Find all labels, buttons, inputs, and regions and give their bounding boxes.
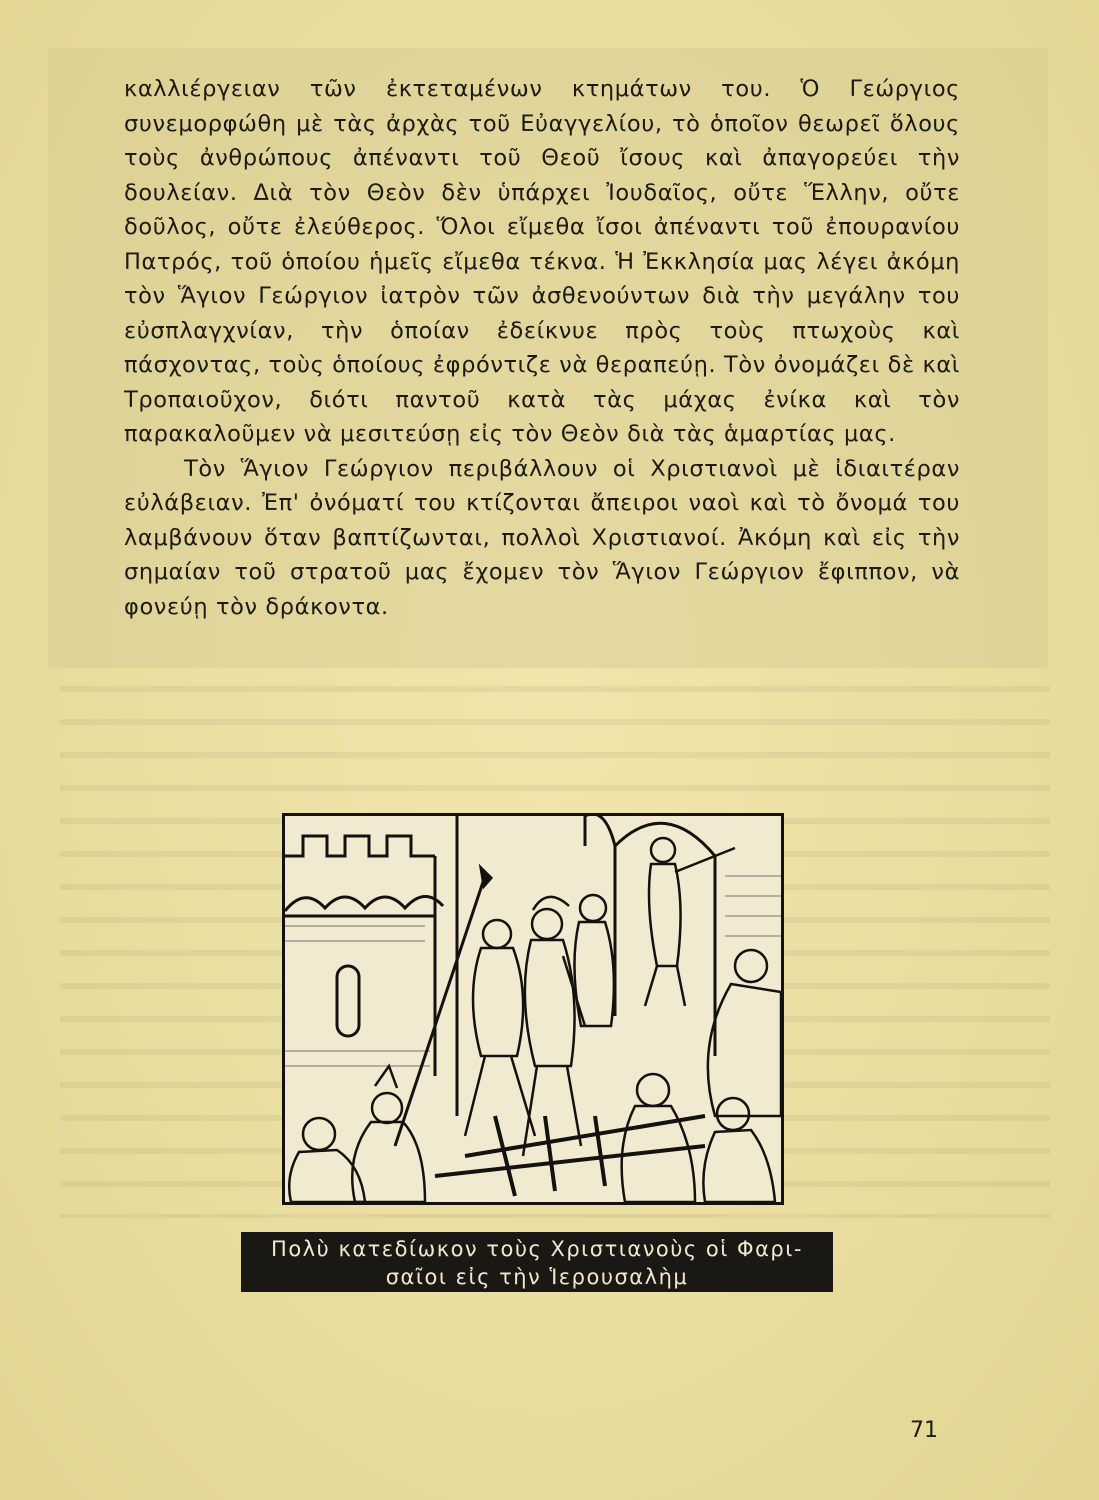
body-text <box>124 72 960 624</box>
illustration-caption <box>241 1232 833 1292</box>
caption-line-2: σαῖοι εἰς τὴν Ἱερουσαλὴμ <box>385 1265 689 1289</box>
caption-line-1: Πολὺ κατεδίωκον τοὺς Χριστιανοὺς οἱ Φαρι- <box>271 1237 803 1261</box>
persecution-scene-engraving-icon <box>285 816 781 1202</box>
paragraph-1: καλλιέργειαν τῶν ἐκτεταμένων κτημάτων του. Ὁ Γεώργιος συνεμορφώθη μὲ τὰς ἀρχὰς τοῦ Εὐαγγελίου, τὸ ὁποῖον θεωρεῖ ὅλους τοὺς ἀνθρώπους ἀπέναντι τοῦ Θεοῦ ἴσους καὶ ἀπαγορεύει τὴν δουλείαν. Διὰ τὸν Θεὸν δὲν ὑπάρχει Ἰουδαῖος, οὔτε Ἕλλην, οὔτε δοῦλος, οὔτε ἐλεύθερος. Ὅλοι εἴμεθα ἴσοι ἀπέναντι τοῦ ἐπουρανίου Πατρός, τοῦ ὁποίου ἡμεῖς εἴμεθα τέκνα. Ἡ Ἐκκλησία μας λέγει ἀκόμη τὸν Ἅγιον Γεώργιον ἰατρὸν τῶν ἀσθενούντων διὰ τὴν μεγάλην του εὐσπλαγχνίαν, τὴν ὁποίαν ἐδείκνυε πρὸς τοὺς πτωχοὺς καὶ πάσχοντας, τοὺς ὁποίους ἐφρόντιζε νὰ θεραπεύῃ. Τὸν ὀνομάζει δὲ καὶ Τροπαιοῦχον, διότι παντοῦ κατὰ τὰς μάχας ἐνίκα καὶ τὸν παρακαλοῦμεν νὰ μεσιτεύσῃ εἰς τὸν Θεὸν διὰ τὰς ἁμαρτίας μας. <box>124 76 960 447</box>
page-number: 71 <box>910 1418 938 1443</box>
paragraph-2: Τὸν Ἅγιον Γεώργιον περιβάλλουν οἱ Χριστιανοὶ μὲ ἰδιαιτέραν εὐλάβειαν. Ἐπ' ὀνόματί του κτίζονται ἄπειροι ναοὶ καὶ τὸ ὄνομά του λαμβάνουν ὅταν βαπτίζωνται, πολλοὶ Χριστιανοί. Ἀκόμη καὶ εἰς τὴν σημαίαν τοῦ στρατοῦ μας ἔχομεν τὸν Ἅγιον Γεώργιον ἔφιππον, νὰ φονεύῃ τὸν δράκοντα. <box>124 455 960 620</box>
illustration-persecution-scene <box>282 813 784 1205</box>
